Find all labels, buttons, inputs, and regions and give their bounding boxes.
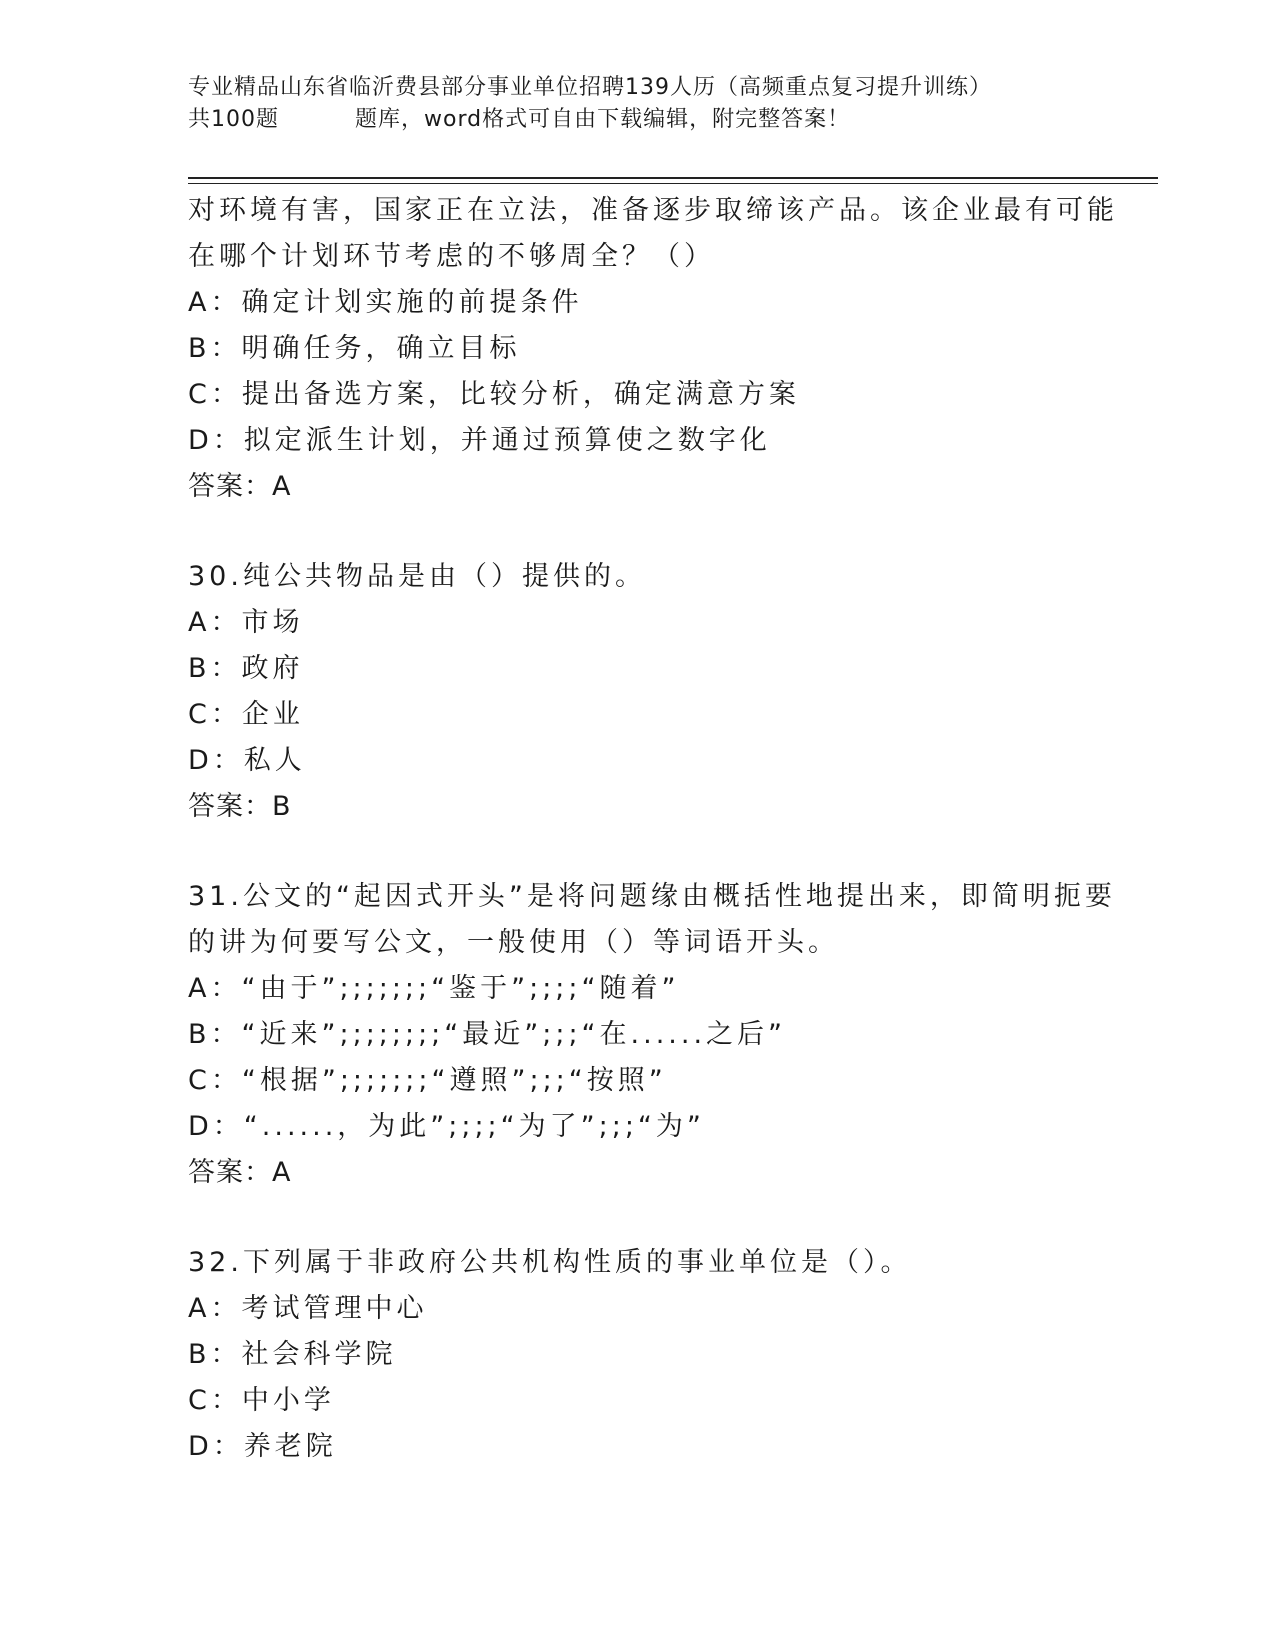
option-a: A：“由于”;;;;;;;“鉴于”;;;;“随着” <box>188 973 680 1004</box>
header-subtitle-line <box>188 104 1088 136</box>
question-29 <box>188 188 1148 510</box>
question-stem: 32.下列属于非政府公共机构性质的事业单位是（）。 <box>188 1247 912 1278</box>
option-a: A：确定计划实施的前提条件 <box>188 287 583 318</box>
header-divider-thin <box>188 183 1158 184</box>
question-stem: 对环境有害，国家正在立法，准备逐步取缔该产品。该企业最有可能 <box>188 195 1118 226</box>
option-c: C：中小学 <box>188 1385 335 1416</box>
option-d: D：“......，为此”;;;;“为了”;;;“为” <box>188 1111 705 1142</box>
option-b: B：明确任务，确立目标 <box>188 333 521 364</box>
option-a: A：考试管理中心 <box>188 1293 428 1324</box>
document-header <box>188 72 1088 136</box>
answer-line: 答案：B <box>188 791 292 822</box>
option-b: B：“近来”;;;;;;;;“最近”;;;“在......之后” <box>188 1019 787 1050</box>
option-d: D：私人 <box>188 745 306 776</box>
question-32 <box>188 1240 1148 1470</box>
option-b: B：社会科学院 <box>188 1339 397 1370</box>
option-c: C：“根据”;;;;;;;“遵照”;;;“按照” <box>188 1065 667 1096</box>
answer-line: 答案：A <box>188 471 292 502</box>
answer-line: 答案：A <box>188 1157 292 1188</box>
header-format-note: 题库，word格式可自由下载编辑，附完整答案！ <box>355 107 851 132</box>
option-a: A：市场 <box>188 607 304 638</box>
option-d: D：养老院 <box>188 1431 337 1462</box>
option-c: C：企业 <box>188 699 304 730</box>
question-stem: 30.纯公共物品是由（）提供的。 <box>188 561 646 592</box>
option-b: B：政府 <box>188 653 304 684</box>
header-divider-thick <box>188 177 1158 179</box>
option-c: C：提出备选方案，比较分析，确定满意方案 <box>188 379 800 410</box>
question-stem: 在哪个计划环节考虑的不够周全？（） <box>188 241 715 272</box>
question-31 <box>188 874 1148 1196</box>
option-d: D：拟定派生计划，并通过预算使之数字化 <box>188 425 771 456</box>
question-30 <box>188 554 1148 830</box>
question-stem: 31.公文的“起因式开头”是将问题缘由概括性地提出来，即简明扼要 <box>188 881 1116 912</box>
question-stem: 的讲为何要写公文，一般使用（）等词语开头。 <box>188 927 839 958</box>
question-list <box>188 188 1148 1470</box>
header-title-line: 专业精品山东省临沂费县部分事业单位招聘139人历（高频重点复习提升训练） <box>188 75 992 100</box>
header-question-count: 共100题 <box>188 107 279 132</box>
